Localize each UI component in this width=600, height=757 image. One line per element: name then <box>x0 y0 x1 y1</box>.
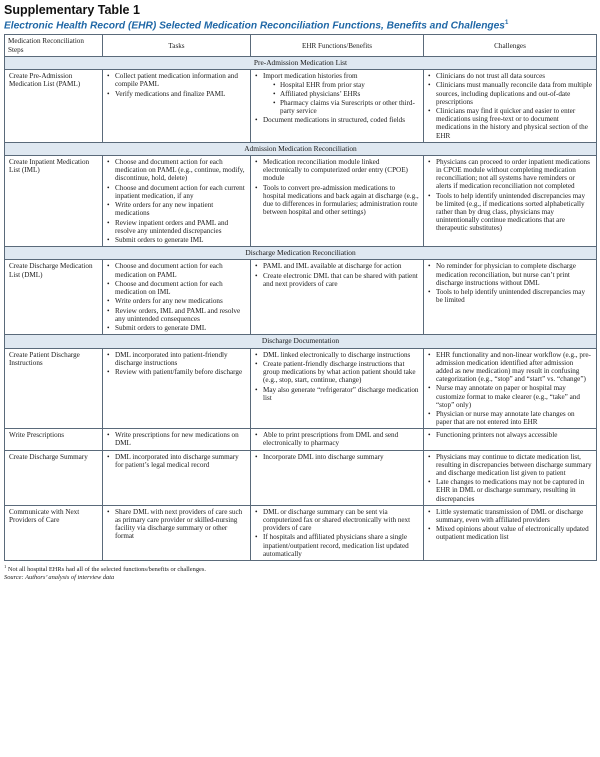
step-cell: Communicate with Next Providers of Care <box>5 505 103 560</box>
bullet-item <box>107 431 246 447</box>
header-row <box>5 35 597 57</box>
bullet-list <box>255 508 419 558</box>
bullet-text: Choose and document action for each current inpatient medication, if any <box>115 183 245 200</box>
table-row <box>5 155 597 246</box>
section-row <box>5 142 597 155</box>
bullet-item <box>255 453 419 461</box>
section-row <box>5 56 597 69</box>
step-cell: Write Prescriptions <box>5 429 103 450</box>
bullet-text: Write orders for any new inpatient medications <box>115 201 214 218</box>
bullet-list <box>428 158 592 233</box>
bullet-item <box>107 184 246 200</box>
table-row <box>5 348 597 429</box>
bullet-text: Review inpatient orders and PAML and resolve any unintended discrepancies <box>115 218 229 235</box>
bullet-list <box>107 158 246 244</box>
section-title: Admission Medication Reconciliation <box>5 142 597 155</box>
ehr-cell <box>251 260 424 335</box>
table-title-text: Electronic Health Record (EHR) Selected Medication Reconciliation Functions, Benefits and Challenges <box>4 20 505 32</box>
bullet-item <box>107 90 246 98</box>
bullet-list <box>107 453 246 469</box>
ehr-cell <box>251 155 424 246</box>
bullet-list <box>107 508 246 541</box>
header-steps: Medication Reconciliation Steps <box>5 35 103 57</box>
bullet-text: Write orders for any new medications <box>115 297 223 306</box>
bullet-item <box>107 351 246 367</box>
table-row <box>5 505 597 560</box>
bullet-text: Choose and document action for each medication on PAML <box>115 262 223 279</box>
bullet-list <box>255 72 419 124</box>
table-row <box>5 70 597 143</box>
bullet-item <box>255 386 419 402</box>
footnote-mark: 1 <box>4 563 7 569</box>
bullet-list <box>107 431 246 447</box>
table-body <box>5 56 597 560</box>
bullet-text: Write prescriptions for new medications on DML <box>115 431 239 448</box>
bullet-list <box>428 508 592 542</box>
bullet-item <box>255 508 419 532</box>
bullet-list <box>428 262 592 304</box>
bullet-item <box>107 201 246 217</box>
bullet-item <box>255 360 419 384</box>
bullet-item <box>107 297 246 305</box>
bullet-text: Mixed opinions about value of electronically updated outpatient medication list <box>436 525 589 542</box>
challenges-cell <box>424 505 597 560</box>
bullet-item <box>107 72 246 88</box>
bullet-text: Create electronic DML that can be shared with patient and next providers of care <box>263 271 418 288</box>
section-row <box>5 247 597 260</box>
ehr-cell <box>251 450 424 505</box>
bullet-text: Tools to help identify unintended discrepancies may be limited (e.g., if medications sorted alphabetically rather than by drug class, physicians may unintentionally continue medications that are therapeutic substitutes) <box>436 191 586 233</box>
bullet-text: Physicians can proceed to order inpatient medications in CPOE module without completing medication reconciliation; not all systems have reminders or alerts if medication reconciliation not completed <box>436 157 590 191</box>
ehr-cell <box>251 70 424 143</box>
step-cell: Create Patient Discharge Instructions <box>5 348 103 429</box>
bullet-text: Review orders, IML and PAML and resolve any unintended consequences <box>115 306 241 323</box>
tasks-cell <box>103 505 251 560</box>
tasks-cell <box>103 348 251 429</box>
challenges-cell <box>424 260 597 335</box>
bullet-item <box>255 116 419 124</box>
sub-bullet-item: • Hospital EHR from prior stay <box>273 81 419 89</box>
bullet-list <box>107 72 246 98</box>
bullet-item <box>107 219 246 235</box>
bullet-text: May also generate “refrigerator” discharge medication list <box>263 385 419 402</box>
bullet-item <box>428 453 592 477</box>
challenges-cell <box>424 348 597 429</box>
reconciliation-table <box>4 34 597 561</box>
table-row <box>5 260 597 335</box>
bullet-text: No reminder for physician to complete discharge medication reconciliation, but nurse can’t print discharge instructions without DML <box>436 262 576 287</box>
bullet-text: Incorporate DML into discharge summary <box>263 452 384 461</box>
tasks-cell <box>103 155 251 246</box>
bullet-item <box>255 262 419 270</box>
bullet-text: Physician or nurse may annotate late changes on paper that are not entered into EHR <box>436 410 575 427</box>
bullet-item <box>428 107 592 140</box>
header-challenges: Challenges <box>424 35 597 57</box>
section-row <box>5 335 597 348</box>
bullet-list <box>255 431 419 447</box>
section-title: Pre-Admission Medication List <box>5 56 597 69</box>
bullet-text: Clinicians must manually reconcile data from multiple sources, including duplications and out-of-date prescriptions <box>436 81 592 106</box>
bullet-text: Collect patient medication information and compile PAML <box>115 72 238 89</box>
bullet-item <box>255 533 419 557</box>
bullet-text: Little systematic transmission of DML or discharge summary, even with affiliated providers <box>436 507 584 524</box>
ehr-cell <box>251 429 424 450</box>
bullet-text: Physicians may continue to dictate medication list, resulting in discrepancies between discharge summary and discharge medication list given to patient <box>436 452 592 477</box>
bullet-item <box>255 351 419 359</box>
tasks-cell <box>103 450 251 505</box>
bullet-text: Choose and document action for each medication on IML <box>115 279 223 297</box>
bullet-item <box>428 431 592 439</box>
bullet-list <box>428 431 592 439</box>
bullet-item <box>428 384 592 408</box>
table-title-footnote-mark: 1 <box>504 20 509 26</box>
footnote-text: Not all hospital EHRs had all of the selected functions/benefits or challenges. <box>6 566 206 574</box>
bullet-list <box>428 453 592 503</box>
bullet-item <box>428 410 592 426</box>
bullet-text: Submit orders to generate DML <box>115 324 207 333</box>
bullet-text: Medication reconciliation module linked electronically to computerized order entry (CPOE) module <box>263 157 408 183</box>
step-cell: Create Pre-Admission Medication List (PAML) <box>5 70 103 143</box>
challenges-cell <box>424 429 597 450</box>
bullet-item <box>107 262 246 278</box>
challenges-cell <box>424 70 597 143</box>
sub-bullet-list <box>273 81 419 115</box>
bullet-text: Functioning printers not always accessible <box>436 431 558 440</box>
step-cell: Create Inpatient Medication List (IML) <box>5 155 103 246</box>
bullet-list <box>428 351 592 427</box>
bullet-item <box>107 368 246 376</box>
tasks-cell <box>103 429 251 450</box>
bullet-list <box>107 351 246 377</box>
bullet-text: DML linked electronically to discharge instructions <box>263 350 411 359</box>
bullet-item <box>255 272 419 288</box>
bullet-item <box>107 307 246 323</box>
bullet-text: Tools to convert pre-admission medications to hospital medications and back again at discharge (e.g., due to differences in formularies; administration route between hospital and other settings) <box>263 183 419 217</box>
bullet-text: Submit orders to generate IML <box>115 236 204 245</box>
bullet-text: DML incorporated into patient-friendly discharge instructions <box>115 350 228 367</box>
bullet-item <box>107 236 246 244</box>
bullet-text: DML or discharge summary can be sent via computerized fax or shared electronically with next providers of care <box>263 507 411 533</box>
bullet-text: Import medication histories from <box>263 72 358 81</box>
bullet-item <box>107 324 246 332</box>
bullet-text: EHR functionality and non-linear workflow (e.g., pre-admission medication identified after admission added as new medication) may result in confusing categorization (e.g., “stop” and “start” vs. “change”) <box>436 350 591 384</box>
bullet-list <box>255 158 419 216</box>
footnote <box>4 563 596 574</box>
bullet-item <box>428 478 592 502</box>
bullet-item <box>428 508 592 524</box>
bullet-list <box>428 72 592 140</box>
bullet-list <box>107 262 246 332</box>
bullet-item <box>428 81 592 105</box>
supplementary-title: Supplementary Table 1 <box>4 3 140 17</box>
section-title: Discharge Documentation <box>5 335 597 348</box>
bullet-text: Nurse may annotate on paper or hospital may customize format to make clearer (e.g., “take” and “stop” only) <box>436 384 580 409</box>
sub-bullet-item: • Pharmacy claims via Surescripts or other third-party service <box>273 99 419 115</box>
step-cell: Create Discharge Summary <box>5 450 103 505</box>
tasks-cell <box>103 260 251 335</box>
bullet-item <box>428 262 592 286</box>
bullet-text: Late changes to medications may not be captured in EHR in DML or discharge summary, resulting in discrepancies <box>436 478 585 503</box>
bullet-text: Clinicians may find it quicker and easier to enter medications using free-text or to document medications in the history and physical section of the EHR <box>436 107 588 140</box>
bullet-text: Able to print prescriptions from DML and send electronically to pharmacy <box>263 431 399 448</box>
challenges-cell <box>424 155 597 246</box>
bullet-item <box>428 288 592 304</box>
source-note: Source: Authors’ analysis of interview data <box>4 574 115 582</box>
ehr-cell <box>251 505 424 560</box>
bullet-item <box>107 508 246 541</box>
bullet-item <box>428 192 592 233</box>
bullet-item <box>255 431 419 447</box>
table-title <box>4 17 596 32</box>
header-ehr-functions: EHR Functions/Benefits <box>251 35 424 57</box>
bullet-item <box>107 453 246 469</box>
challenges-cell <box>424 450 597 505</box>
step-cell: Create Discharge Medication List (DML) <box>5 260 103 335</box>
bullet-item <box>255 184 419 217</box>
bullet-text: If hospitals and affiliated physicians share a single inpatient/outpatient record, medication list updated automatically <box>263 533 409 558</box>
bullet-list <box>255 351 419 402</box>
bullet-text: Review with patient/family before discharge <box>115 368 243 377</box>
tasks-cell <box>103 70 251 143</box>
bullet-text: Share DML with next providers of care such as primary care provider or skilled-nursing facility via discharge summary or other format <box>115 507 243 541</box>
bullet-text: Verify medications and finalize PAML <box>115 89 226 98</box>
bullet-text: Create patient-friendly discharge instructions that group medications by what action patient should take (e.g., stop, start, continue, change) <box>263 359 416 385</box>
section-title: Discharge Medication Reconciliation <box>5 247 597 260</box>
bullet-item <box>107 280 246 296</box>
bullet-text: Choose and document action for each medication on PAML (e.g., continue, modify, discontinue, hold, delete) <box>115 157 245 183</box>
bullet-item <box>428 72 592 80</box>
bullet-text: Tools to help identify unintended discrepancies may be limited <box>436 288 586 305</box>
header-tasks: Tasks <box>103 35 251 57</box>
ehr-cell <box>251 348 424 429</box>
table-row <box>5 429 597 450</box>
bullet-text: PAML and IML available at discharge for action <box>263 262 402 271</box>
bullet-item <box>428 158 592 191</box>
table-row <box>5 450 597 505</box>
bullet-item <box>255 72 419 115</box>
bullet-text: Document medications in structured, coded fields <box>263 116 405 125</box>
bullet-item <box>428 525 592 541</box>
sub-bullet-item: • Affiliated physicians’ EHRs <box>273 90 419 98</box>
bullet-list <box>255 262 419 288</box>
bullet-text: DML incorporated into discharge summary for patient’s legal medical record <box>115 452 239 469</box>
bullet-item <box>255 158 419 182</box>
bullet-item <box>107 158 246 182</box>
bullet-item <box>428 351 592 384</box>
bullet-list <box>255 453 419 461</box>
bullet-text: Clinicians do not trust all data sources <box>436 72 546 81</box>
